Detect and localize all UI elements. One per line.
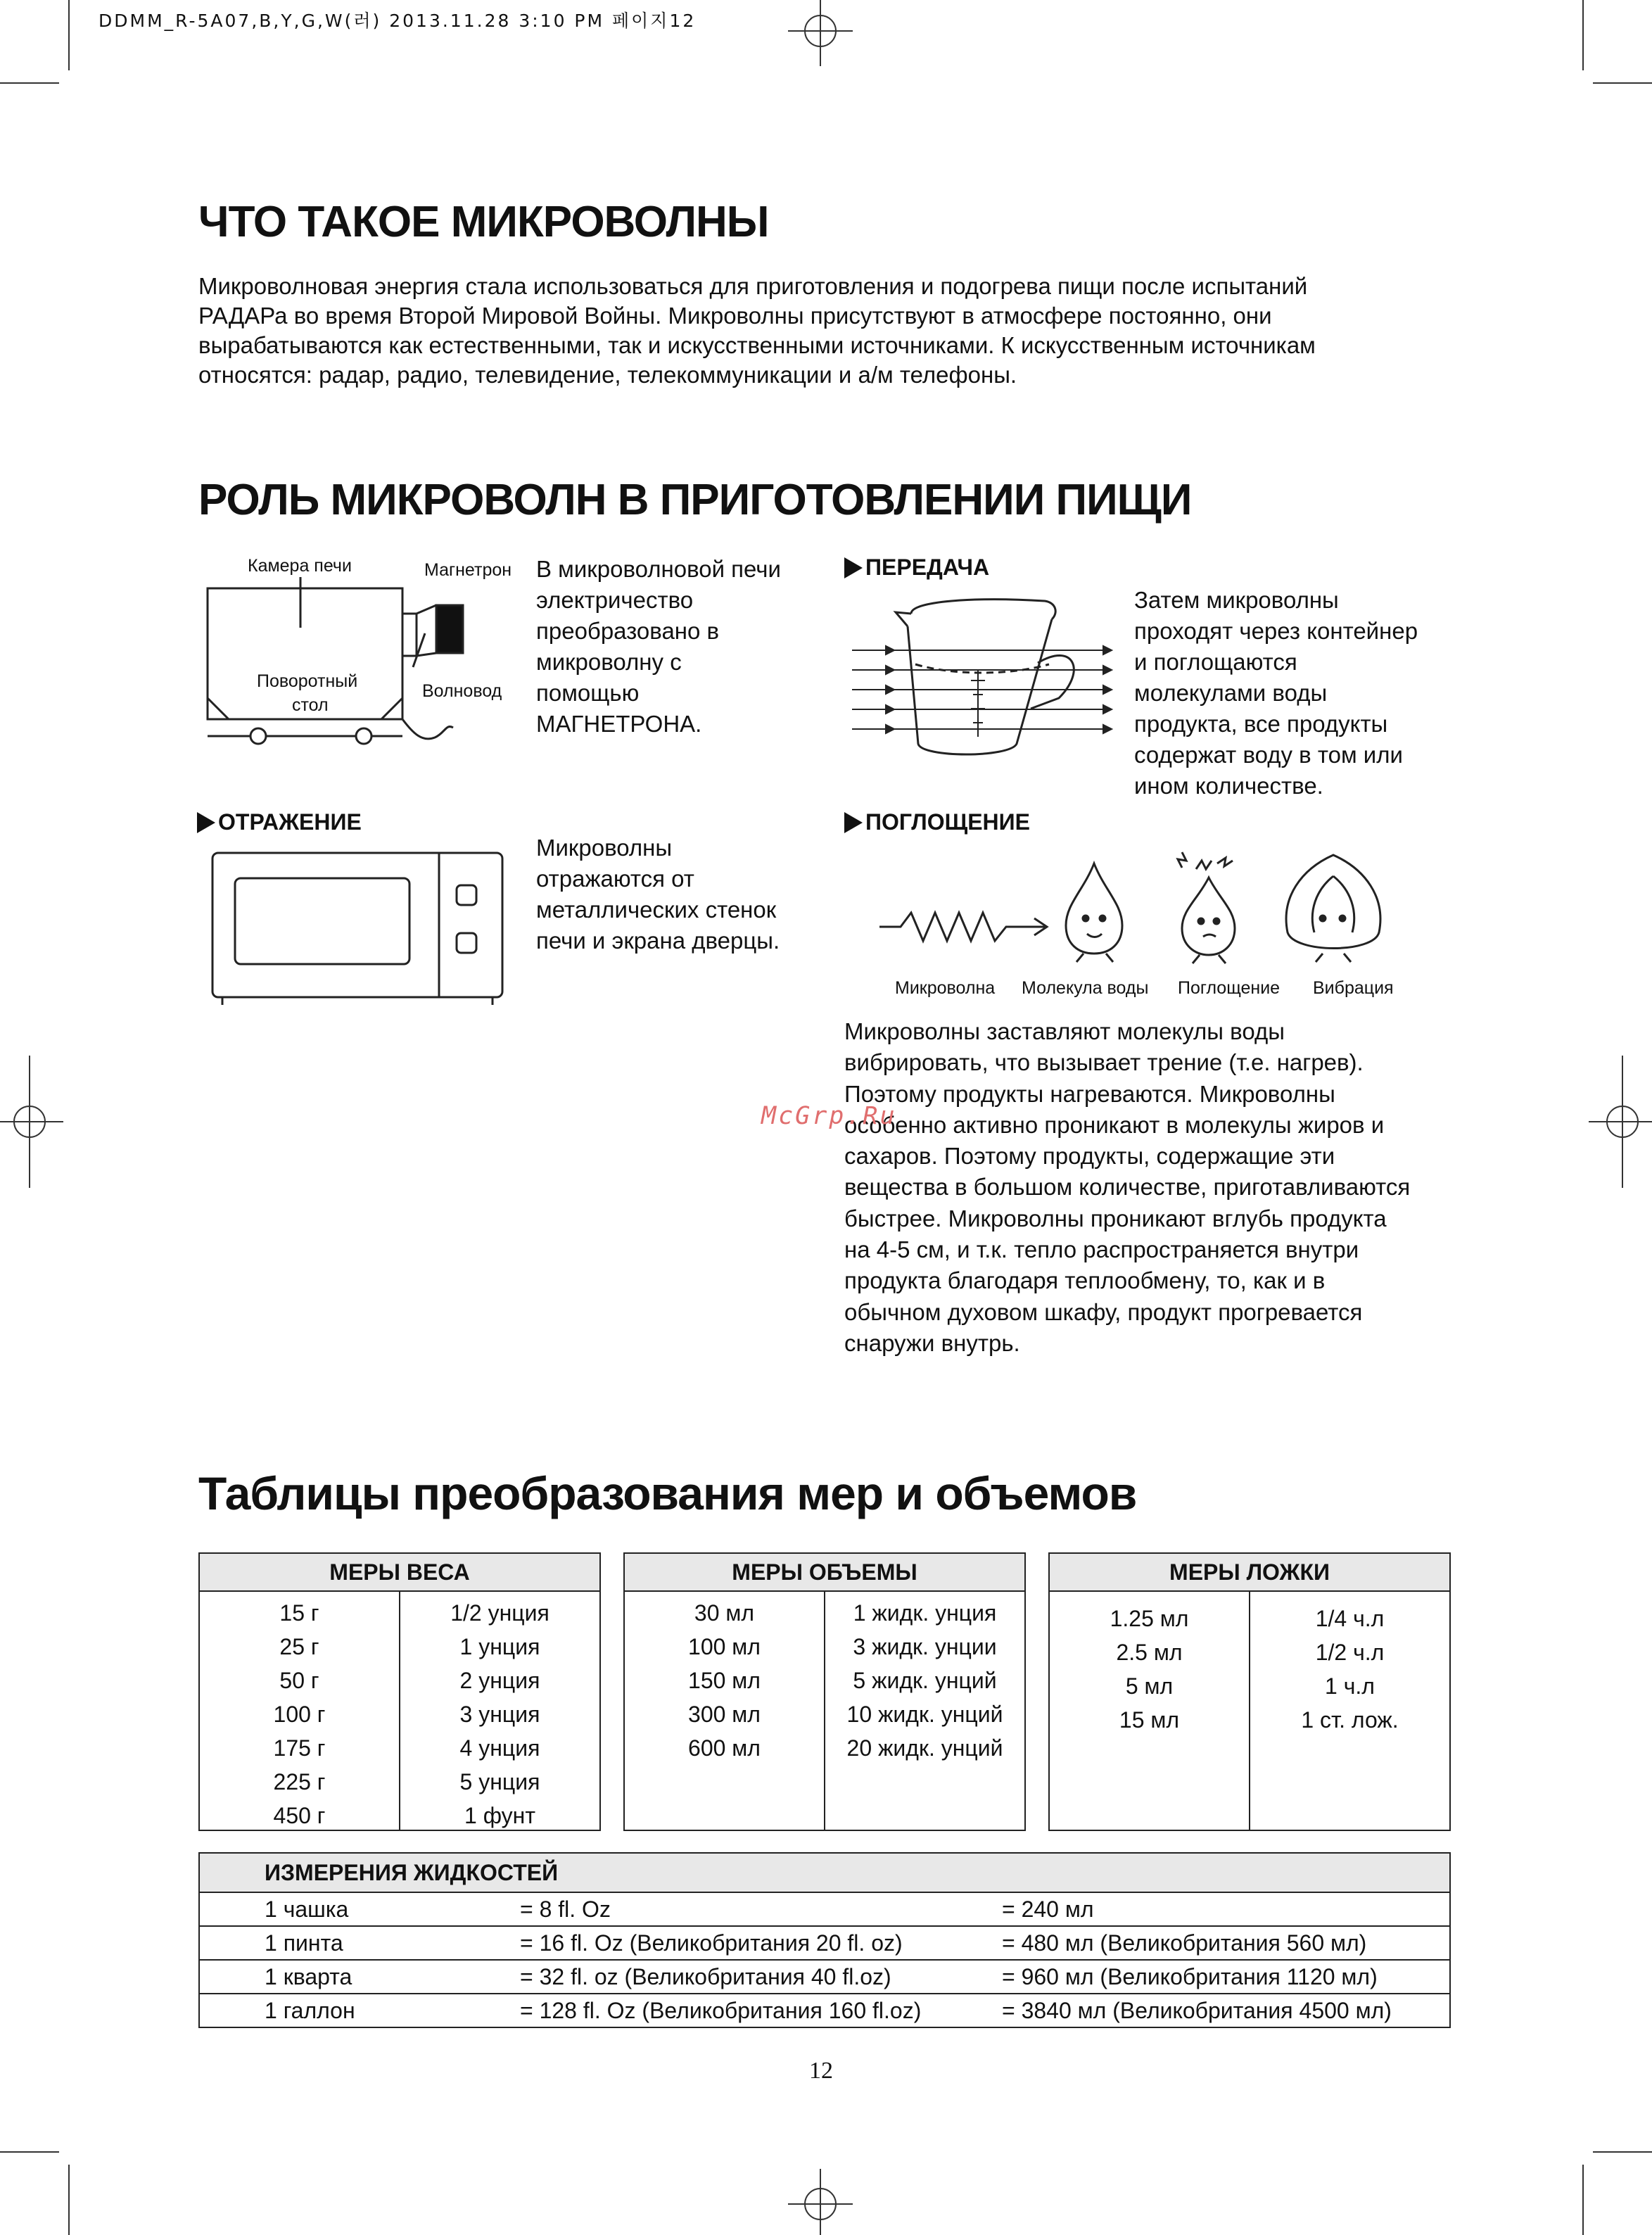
absorption-text <box>844 1016 1410 1359</box>
table-cell: = 16 fl. Oz (Великобритания 20 fl. oz) <box>520 1930 903 1956</box>
volume-table <box>623 1552 1026 1831</box>
weight-ounces-column <box>399 1592 599 1830</box>
intro-line: РАДАРа во время Второй Мировой Войны. Микроволны присутствуют в атмосфере постоянно, они <box>198 303 1272 329</box>
caption-vibration: Вибрация <box>1313 978 1394 998</box>
table-cell: 100 мл <box>688 1634 761 1659</box>
table-cell: 15 мл <box>1119 1707 1180 1733</box>
table-row <box>200 1993 1449 2027</box>
weight-grams-column <box>200 1592 399 1830</box>
text-line: печи и экрана дверцы. <box>536 927 780 954</box>
table-cell: 450 г <box>273 1803 326 1828</box>
table-cell: 5 мл <box>1125 1673 1174 1699</box>
table-cell: 1 пинта <box>265 1930 343 1956</box>
spoons-ml-column <box>1050 1592 1249 1830</box>
table-cell: = 960 мл (Великобритания 1120 мл) <box>1002 1964 1378 1989</box>
text-line: Поэтому продукты нагреваются. Микроволны <box>844 1080 1335 1107</box>
water-molecule-shape <box>1066 863 1122 954</box>
label-oven-chamber: Камера печи <box>248 556 352 576</box>
table-cell: 50 г <box>279 1668 319 1693</box>
text-line: снаружи внутрь. <box>844 1329 1020 1356</box>
section-title-conversion-tables: Таблицы преобразования мер и объемов <box>198 1467 1137 1519</box>
table-cell: 1/2 унция <box>450 1600 549 1626</box>
table-cell: 175 г <box>273 1735 326 1761</box>
text-line: особенно активно проникают в молекулы жиров и <box>844 1111 1385 1138</box>
table-cell: = 32 fl. oz (Великобритания 40 fl.oz) <box>520 1964 891 1989</box>
magnetron-text <box>536 554 781 740</box>
table-cell: 1 галлон <box>265 1998 355 2023</box>
text-line: продукта, все продукты <box>1134 711 1388 737</box>
measuring-jug-diagram <box>848 585 1122 768</box>
table-cell: = 128 fl. Oz (Великобритания 160 fl.oz) <box>520 1998 922 2023</box>
label-magnetron: Магнетрон <box>424 560 512 580</box>
table-cell: 1/2 ч.л <box>1315 1640 1385 1665</box>
table-cell: 1/4 ч.л <box>1315 1606 1385 1631</box>
table-cell: = 8 fl. Oz <box>520 1897 611 1922</box>
intro-line: относятся: радар, радио, телевидение, телекоммуникации и а/м телефоны. <box>198 362 1017 388</box>
text-line: преобразовано в <box>536 618 720 644</box>
text-line: на 4-5 см, и т.к. тепло распространяется внутри <box>844 1236 1359 1263</box>
caption-microwave: Микроволна <box>895 978 996 998</box>
table-row <box>200 1959 1449 1993</box>
table-cell: 30 мл <box>694 1600 755 1626</box>
label-turntable-2: стол <box>292 695 329 715</box>
text-line: металлических стенок <box>536 897 777 923</box>
triangle-bullet-icon <box>197 812 215 833</box>
absorption-illustration <box>872 848 1435 968</box>
reflection-text <box>536 832 780 956</box>
text-line: молекулами воды <box>1134 680 1328 706</box>
text-line: Микроволны <box>536 835 673 861</box>
weight-table-header: МЕРЫ ВЕСА <box>200 1554 599 1592</box>
table-cell: 5 жидк. унций <box>853 1668 997 1693</box>
table-cell: 1 ч.л <box>1325 1673 1375 1699</box>
triangle-bullet-icon <box>844 812 863 833</box>
heading-absorption <box>844 809 1030 835</box>
intro-paragraph <box>198 272 1465 390</box>
table-cell: 1 фунт <box>464 1803 535 1828</box>
heading-reflection <box>197 809 362 835</box>
table-cell: = 3840 мл (Великобритания 4500 мл) <box>1002 1998 1392 2023</box>
table-cell: 15 г <box>279 1600 319 1626</box>
table-cell: 4 унция <box>459 1735 540 1761</box>
table-cell: 1 ст. лож. <box>1301 1707 1399 1733</box>
text-line: и поглощаются <box>1134 649 1297 675</box>
text-line: электричество <box>536 587 694 613</box>
table-cell: 25 г <box>279 1634 319 1659</box>
spoons-table-header: МЕРЫ ЛОЖКИ <box>1050 1554 1449 1592</box>
text-line: быстрее. Микроволны проникают вглубь продукта <box>844 1205 1387 1232</box>
volume-ml-column <box>625 1592 824 1830</box>
transfer-text <box>1134 585 1418 802</box>
liquid-measures-table <box>198 1852 1451 2028</box>
triangle-bullet-icon <box>844 557 863 578</box>
text-line: микроволну с <box>536 649 682 675</box>
heading-transfer-label: ПЕРЕДАЧА <box>865 555 990 580</box>
table-cell: 300 мл <box>688 1702 761 1727</box>
table-cell: 3 унция <box>459 1702 540 1727</box>
table-cell: 2 унция <box>459 1668 540 1693</box>
table-row <box>200 1893 1449 1925</box>
intro-line: Микроволновая энергия стала использоваться для приготовления и подогрева пищи после испытаний <box>198 273 1308 299</box>
heading-absorption-label: ПОГЛОЩЕНИЕ <box>865 809 1030 835</box>
volume-table-header: МЕРЫ ОБЪЕМЫ <box>625 1554 1024 1592</box>
table-cell: 100 г <box>273 1702 326 1727</box>
table-cell: 225 г <box>273 1769 326 1794</box>
text-line: МАГНЕТРОНА. <box>536 711 702 737</box>
table-cell: 3 жидк. унции <box>853 1634 997 1659</box>
text-line: Микроволны заставляют молекулы воды <box>844 1018 1285 1044</box>
table-cell: 1 унция <box>459 1634 540 1659</box>
table-cell: 1 жидк. унция <box>853 1600 997 1626</box>
text-line: сахаров. Поэтому продукты, содержащие эти <box>844 1143 1335 1170</box>
label-turntable-1: Поворотный <box>257 671 358 691</box>
table-cell: 1 кварта <box>265 1964 352 1989</box>
text-line: продукта благодаря теплообмену, то, как и в <box>844 1267 1326 1294</box>
table-row <box>200 1925 1449 1959</box>
table-cell: 1 чашка <box>265 1897 349 1922</box>
table-cell: 20 жидк. унций <box>846 1735 1003 1761</box>
page-number: 12 <box>809 2058 833 2084</box>
heading-reflection-label: ОТРАЖЕНИЕ <box>218 809 362 835</box>
section-title-what-are-microwaves: ЧТО ТАКОЕ МИКРОВОЛНЫ <box>198 198 769 246</box>
text-line: проходят через контейнер <box>1134 618 1418 644</box>
table-cell: 10 жидк. унций <box>846 1702 1003 1727</box>
label-waveguide: Волновод <box>422 681 502 701</box>
text-line: помощью <box>536 680 640 706</box>
table-cell: 600 мл <box>688 1735 761 1761</box>
volume-floz-column <box>824 1592 1024 1830</box>
spoons-table <box>1048 1552 1451 1831</box>
liquid-table-header: ИЗМЕРЕНИЯ ЖИДКОСТЕЙ <box>200 1854 1449 1893</box>
caption-absorption: Поглощение <box>1178 978 1281 998</box>
text-line: В микроволновой печи <box>536 556 781 582</box>
text-line: Затем микроволны <box>1134 587 1339 613</box>
text-line: обычном духовом шкафу, продукт прогревается <box>844 1298 1363 1325</box>
heading-transfer <box>844 555 989 581</box>
text-line: вибрировать, что вызывает трение (т.е. нагрев). <box>844 1049 1364 1076</box>
caption-water-molecule: Молекула воды <box>1022 978 1149 998</box>
section-title-cooking-role: РОЛЬ МИКРОВОЛН В ПРИГОТОВЛЕНИИ ПИЩИ <box>198 476 1192 524</box>
microwave-oven-illustration <box>207 844 509 1006</box>
weight-table <box>198 1552 601 1831</box>
table-cell: 1.25 мл <box>1110 1606 1189 1631</box>
text-line: содержат воду в том или <box>1134 742 1403 768</box>
table-cell: = 240 мл <box>1002 1897 1094 1922</box>
table-cell: = 480 мл (Великобритания 560 мл) <box>1002 1930 1367 1956</box>
intro-line: вырабатываются как естественными, так и искусственными источниками. К искусственным источникам <box>198 332 1316 358</box>
spoons-measure-column <box>1249 1592 1449 1830</box>
table-cell: 2.5 мл <box>1116 1640 1183 1665</box>
text-line: вещества в большом количестве, приготавливаются <box>844 1174 1411 1201</box>
text-line: ином количестве. <box>1134 773 1323 799</box>
text-line: отражаются от <box>536 866 694 892</box>
table-cell: 5 унция <box>459 1769 540 1794</box>
watermark: McGrp.Ru <box>761 1102 897 1130</box>
print-header: DDMM_R-5A07,B,Y,G,W(러) 2013.11.28 3:10 PM 페이지12 <box>99 11 697 31</box>
table-cell: 150 мл <box>688 1668 761 1693</box>
